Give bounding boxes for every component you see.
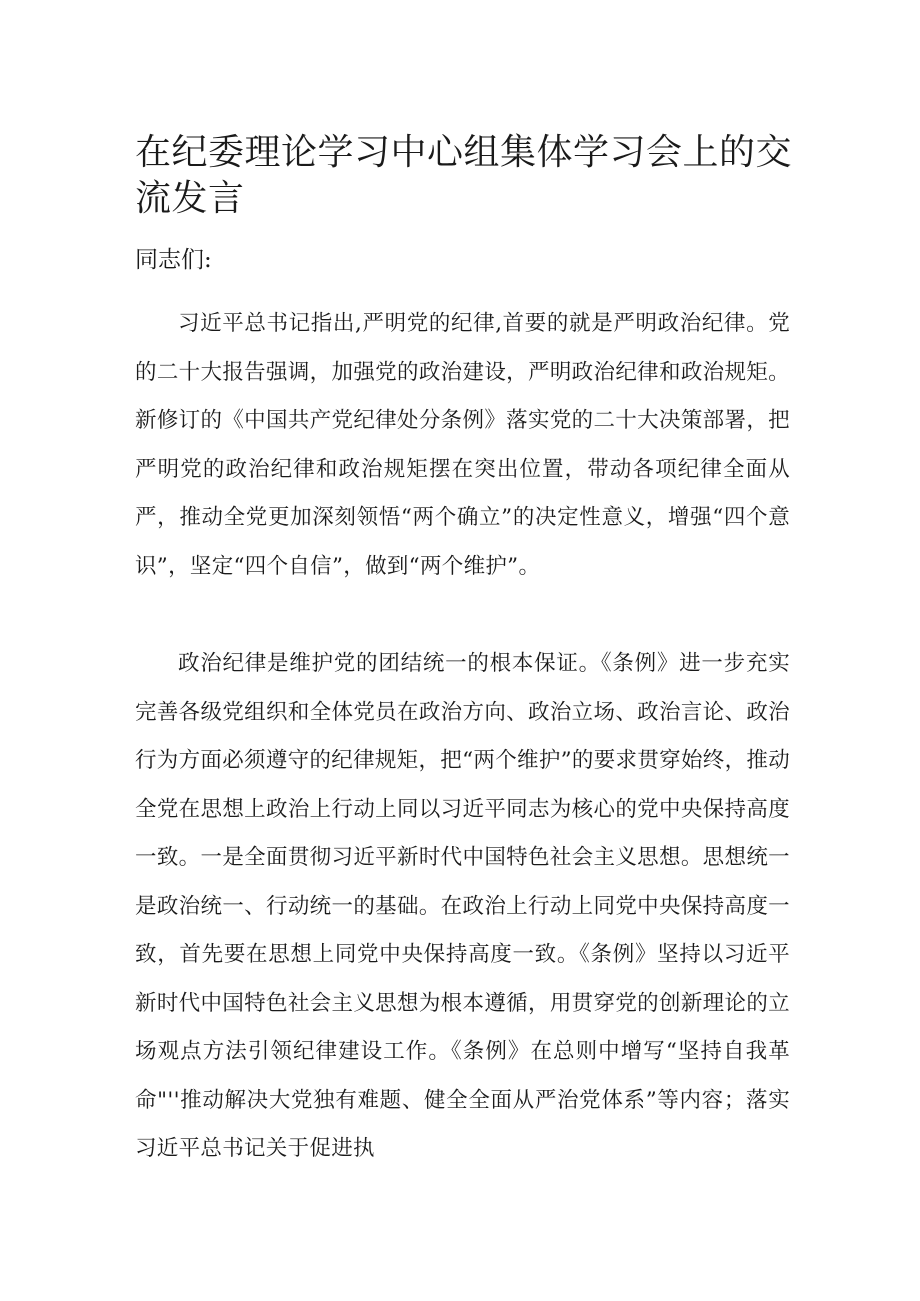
body-paragraph-2: 政治纪律是维护党的团结统一的根本保证。《条例》进一步充实完善各级党组织和全体党员在政治方向、政治立场、政治言论、政治行为方面必须遵守的纪律规矩，把“两个维护”的要求贯穿始终，推动全党在思想上政治上行动上同以习近平同志为核心的党中央保持高度一致。一是全面贯彻习近平新时代中国特色社会主义思想。思想统一是政治统一、行动统一的基础。在政治上行动上同党中央保持高度一致，首先要在思想上同党中央保持高度一致。《条例》坚持以习近平新时代中国特色社会主义思想为根本遵循，用贯穿党的创新理论的立场观点方法引领纪律建设工作。《条例》在总则中增写“坚持自我革命"''推动解决大党独有难题、健全全面从严治党体系”等内容；落实习近平总书记关于促进执 [135, 651, 790, 1161]
salutation: 同志们: [135, 247, 212, 273]
document-title: 在纪委理论学习中心组集体学习会上的交流发言 [135, 132, 793, 219]
body-paragraph-1: 习近平总书记指出,严明党的纪律,首要的就是严明政治纪律。党的二十大报告强调，加强党的政治建设，严明政治纪律和政治规矩。新修订的《中国共产党纪律处分条例》落实党的二十大决策部署，把严明党的政治纪律和政治规矩摆在突出位置，带动各项纪律全面从严，推动全党更加深刻领悟“两个确立”的决定性意义，增强“四个意识”，坚定“四个自信”，做到“两个维护”。 [135, 311, 790, 579]
